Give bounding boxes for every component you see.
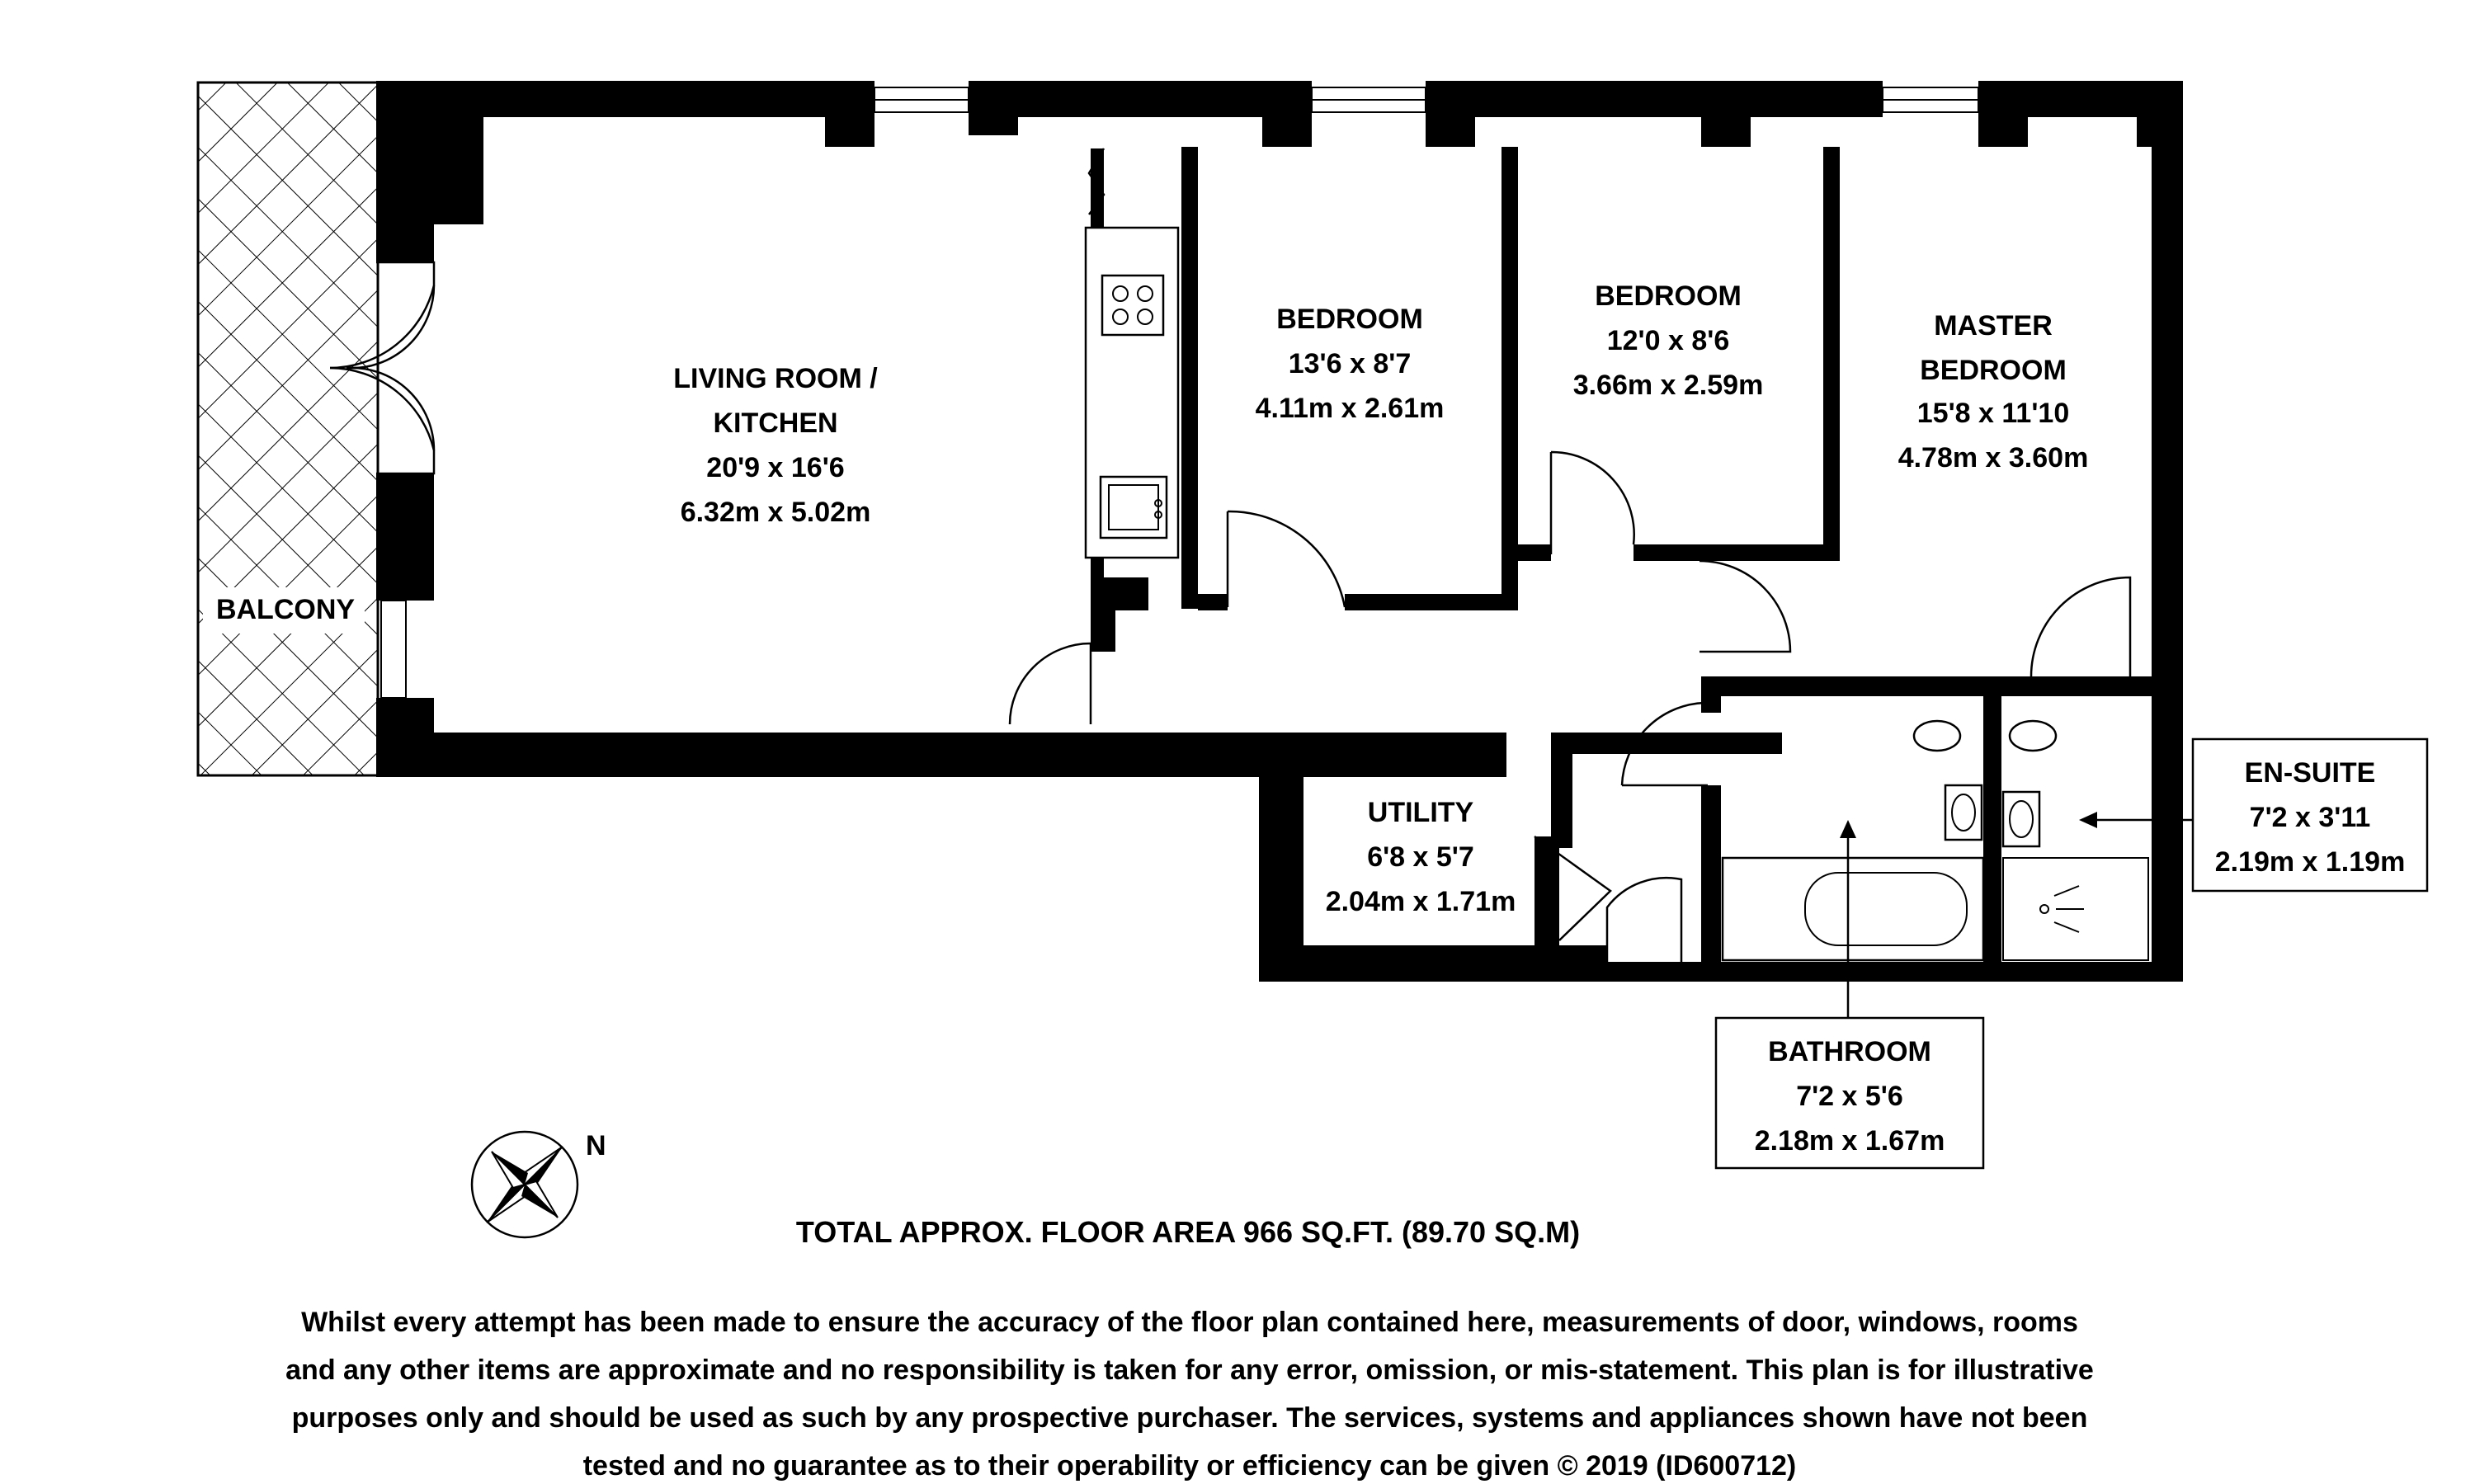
- svg-text:4.78m x 3.60m: 4.78m x 3.60m: [1898, 442, 2089, 473]
- svg-text:13'6 x 8'7: 13'6 x 8'7: [1288, 348, 1412, 379]
- interior-walls: [1091, 147, 2152, 982]
- balcony: [198, 82, 378, 775]
- bathroom-label-box: [1716, 1018, 1983, 1168]
- room-label-balcony: [211, 587, 360, 629]
- svg-text:12'0 x 8'6: 12'0 x 8'6: [1606, 325, 1730, 356]
- disclaimer-line: Whilst every attempt has been made to ensure the accuracy of the floor plan contained here, measurements of door, windows, rooms: [301, 1307, 2078, 1338]
- svg-text:EN-SUITE: EN-SUITE: [2244, 757, 2376, 789]
- total-floor-area: TOTAL APPROX. FLOOR AREA 966 SQ.FT. (89.70 SQ.M): [795, 1215, 1581, 1249]
- svg-text:KITCHEN: KITCHEN: [713, 408, 838, 439]
- svg-text:BEDROOM: BEDROOM: [1595, 280, 1742, 312]
- svg-text:2.19m x 1.19m: 2.19m x 1.19m: [2214, 846, 2406, 878]
- svg-text:20'9 x 16'6: 20'9 x 16'6: [706, 452, 845, 483]
- svg-text:4.11m x 2.61m: 4.11m x 2.61m: [1255, 393, 1445, 424]
- room-label-utility: [1326, 797, 1516, 917]
- svg-text:BEDROOM: BEDROOM: [1276, 304, 1423, 335]
- svg-text:6.32m x 5.02m: 6.32m x 5.02m: [680, 497, 871, 528]
- kitchen-counter: [1086, 228, 1178, 558]
- disclaimer-line: purposes only and should be used as such by any prospective purchaser. The services, systems and appliances shown have not been: [291, 1402, 2088, 1434]
- exterior-walls: [376, 81, 2183, 982]
- svg-text:2.04m x 1.71m: 2.04m x 1.71m: [1325, 886, 1516, 917]
- bathroom-fixtures: [1723, 721, 2148, 960]
- svg-text:3.66m x 2.59m: 3.66m x 2.59m: [1572, 370, 1764, 401]
- room-label-bedroom-2: [1573, 280, 1764, 401]
- room-label-bedroom-1: [1256, 304, 1445, 424]
- svg-text:BATHROOM: BATHROOM: [1768, 1036, 1931, 1067]
- svg-text:15'8 x 11'10: 15'8 x 11'10: [1916, 398, 2070, 429]
- compass-rose: [472, 1132, 578, 1237]
- svg-text:7'2 x 3'11: 7'2 x 3'11: [2249, 802, 2371, 833]
- room-label-master-bedroom: [1898, 310, 2089, 473]
- svg-text:7'2 x 5'6: 7'2 x 5'6: [1796, 1081, 1903, 1112]
- ensuite-label-box: [2193, 739, 2427, 891]
- doors: [330, 148, 2130, 962]
- svg-text:LIVING ROOM /: LIVING ROOM /: [673, 363, 878, 394]
- svg-text:BEDROOM: BEDROOM: [1920, 355, 2067, 386]
- disclaimer-line: and any other items are approximate and no responsibility is taken for any error, omission, or mis-statement. This plan is for illustrative: [285, 1354, 2094, 1386]
- disclaimer-line: tested and no guarantee as to their operability or efficiency can be given © 2019 (ID600712): [582, 1450, 1797, 1482]
- svg-text:UTILITY: UTILITY: [1367, 797, 1474, 828]
- svg-text:MASTER: MASTER: [1934, 310, 2053, 342]
- svg-text:6'8 x 5'7: 6'8 x 5'7: [1367, 841, 1474, 873]
- disclaimer: [285, 1307, 2094, 1482]
- compass-north-label: N: [586, 1130, 606, 1161]
- svg-text:2.18m x 1.67m: 2.18m x 1.67m: [1754, 1125, 1945, 1157]
- svg-text:BALCONY: BALCONY: [215, 594, 356, 625]
- room-label-living: [673, 363, 878, 528]
